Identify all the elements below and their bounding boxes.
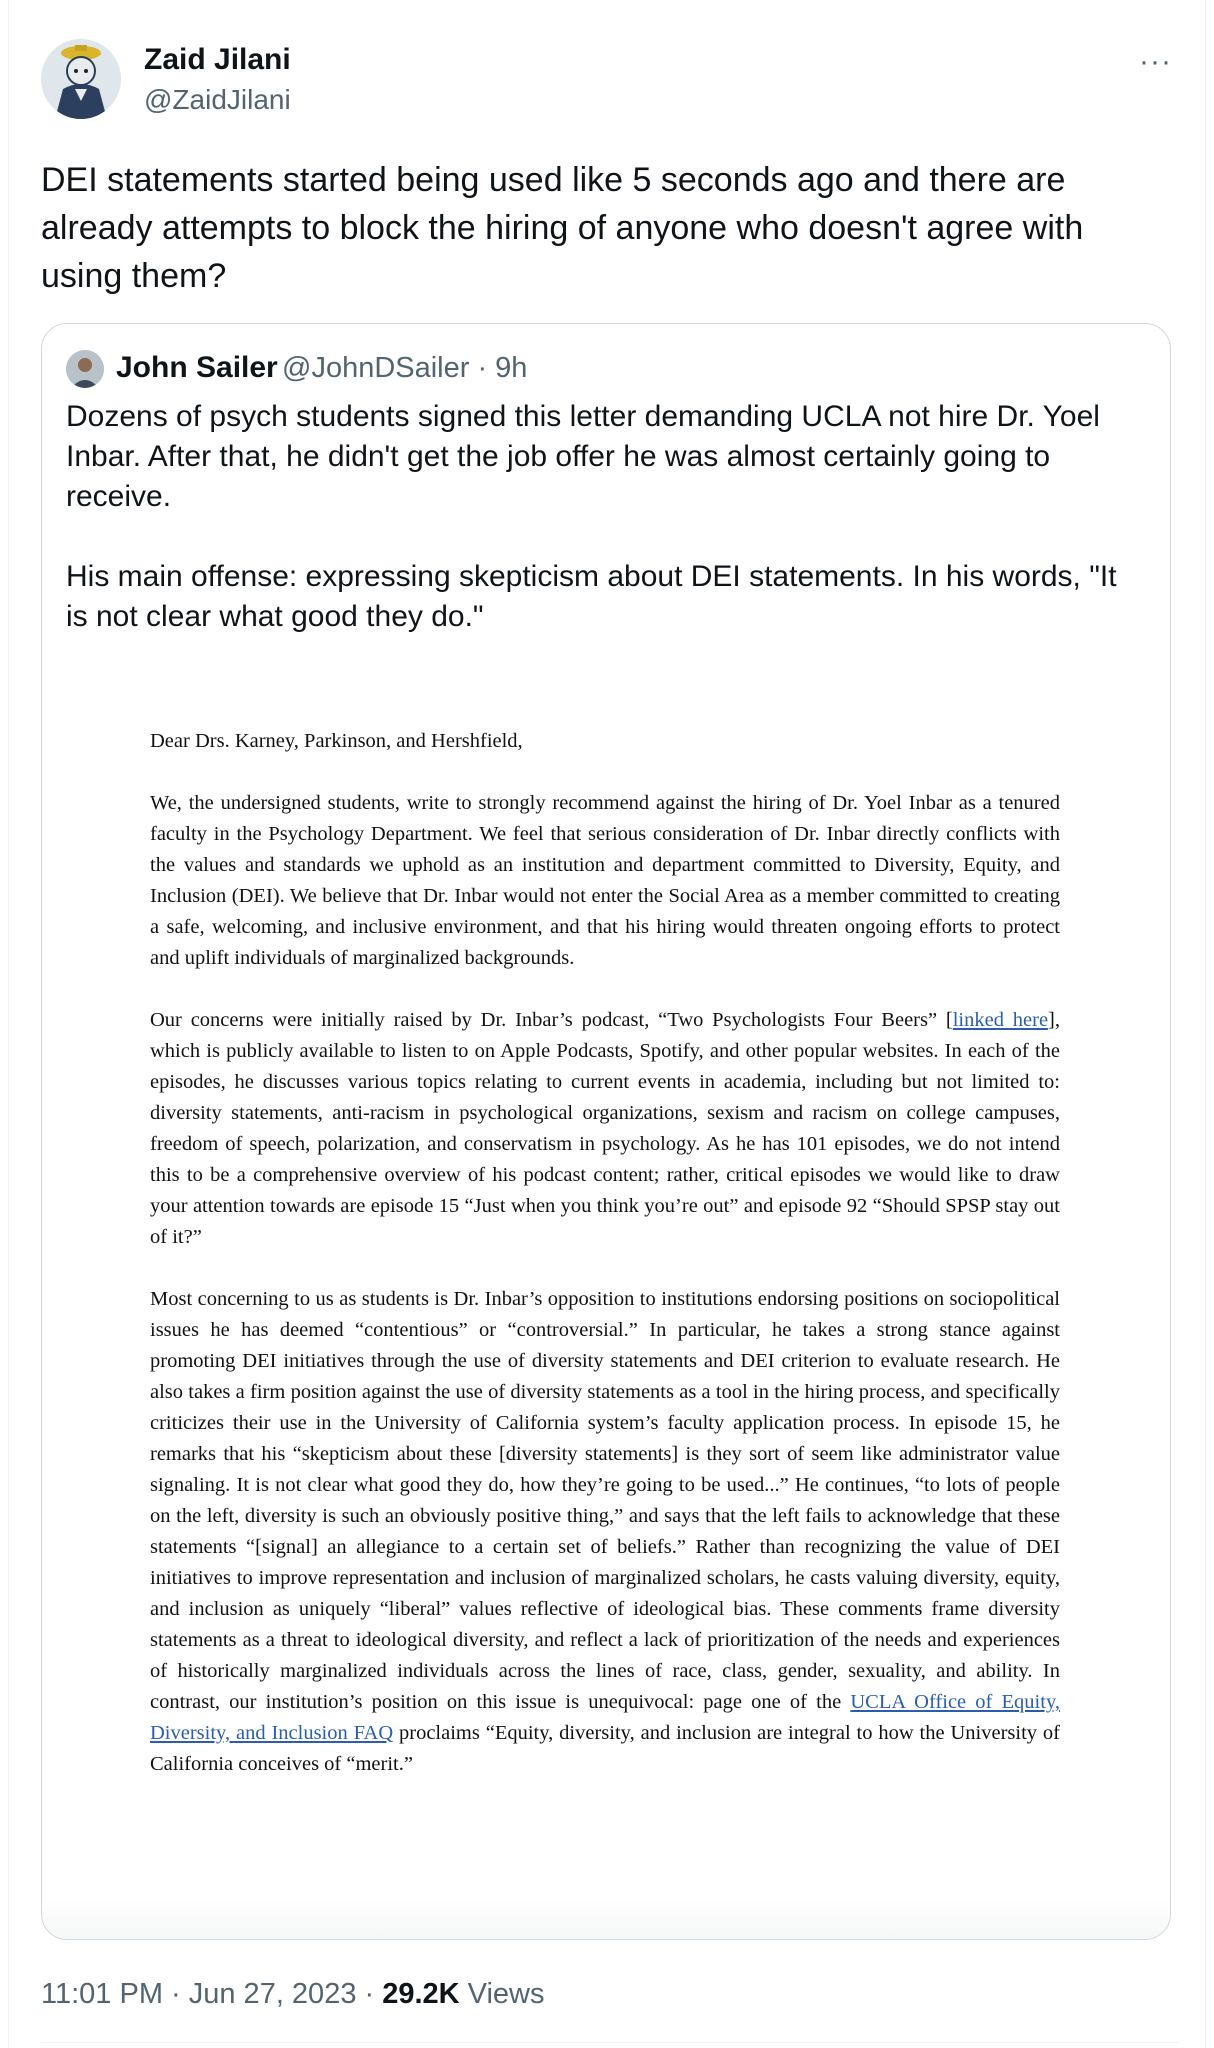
letter-paragraph-1: We, the undersigned students, write to strongly recommend against the hiring of Dr. Yoel Inbar as a tenured faculty in the Psychology Department. We feel that serious consideration of Dr. Inbar directly conflicts with the values and standards we uphold as an institution and department committed to Diversity, Equity, and Inclusion (DEI). We believe that Dr. Inbar would not enter the Social Area as a member committed to creating a safe, welcoming, and inclusive environment, and that his hiring would threaten ongoing efforts to protect and uplift individuals of marginalized backgrounds. bbox=[150, 792, 1060, 969]
timestamp[interactable]: 11:01 PM · Jun 27, 2023 · bbox=[41, 1978, 383, 2010]
quoted-tweet-text bbox=[66, 397, 1146, 677]
views-count: 29.2K bbox=[382, 1978, 460, 2010]
letter-paragraph-3 bbox=[150, 1284, 1060, 1780]
letter-image[interactable] bbox=[150, 726, 1060, 1811]
letter-paragraph-3-before: Most concerning to us as students is Dr. Inbar’s opposition to institutions endorsing positions on sociopolitical issues he has deemed “contentious” or “controversial.” In particular, he takes a strong stance against promoting DEI initiatives through the use of diversity statements and DEI criterion to evaluate research. He also takes a firm position against the use of diversity statements as a tool in the hiring process, and specifically criticizes their use in the University of California system’s faculty application process. In episode 15, he remarks that his “skepticism about these [diversity statements] is they sort of seem like administrator value signaling. It is not clear what good they do, how they’re going to be used...” He continues, “to lots of people on the left, diversity is such an obviously positive thing,” and says that the left fails to acknowledge that these statements “[signal] an allegiance to a certain set of beliefs.” Rather than recognizing the value of DEI initiatives to improve representation and inclusion of marginalized scholars, he casts valuing diversity, equity, and inclusion as uniquely “liberal” values reflective of ideological bias. These comments frame diversity statements as a threat to ideological diversity, and reflect a lack of prioritization of the needs and experiences of historically marginalized individuals across the lines of race, class, gender, sexuality, and ability. In contrast, our institution’s position on this issue is unequivocal: page one of the bbox=[150, 1288, 1060, 1713]
quoted-author-name[interactable]: John Sailer bbox=[116, 351, 278, 384]
views-label: Views bbox=[459, 1978, 545, 2010]
letter-paragraph-2-before: Our concerns were initially raised by Dr. Inbar’s podcast, “Two Psychologists Four Beers” [ bbox=[150, 1009, 953, 1031]
avatar-icon bbox=[41, 39, 121, 119]
podcast-link[interactable]: linked here bbox=[952, 1009, 1049, 1031]
letter-paragraph-2-after: ], which is publicly available to listen to on Apple Podcasts, Spotify, and other popular websites. In each of the episodes, he discusses various topics relating to current events in academia, including but not limited to: diversity statements, anti-racism in psychological organizations, sexism and racism on college campuses, freedom of speech, polarization, and conservatism in psychology. As he has 101 episodes, we do not intend this to be a comprehensive overview of his podcast content; rather, critical episodes we would like to draw your attention towards are episode 15 “Just when you think you’re out” and episode 92 “Should SPSP stay out of it?” bbox=[150, 1009, 1060, 1248]
quoted-paragraph-1: Dozens of psych students signed this letter demanding UCLA not hire Dr. Yoel Inbar. After that, he didn't get the job offer he was almost certainly going to receive. bbox=[66, 400, 1100, 513]
divider bbox=[41, 2042, 1181, 2043]
left-column-border bbox=[8, 0, 9, 2048]
tweet-text: DEI statements started being used like 5 seconds ago and there are already attempts to block the hiring of anyone who doesn't agree with using them? bbox=[41, 161, 1093, 295]
letter-paragraph-2 bbox=[150, 1005, 1060, 1253]
more-options-icon[interactable]: ··· bbox=[1139, 45, 1172, 78]
quote-bottom-fade bbox=[42, 1899, 1170, 1939]
quoted-author-handle-time[interactable]: @JohnDSailer · 9h bbox=[282, 352, 528, 384]
quoted-avatar[interactable] bbox=[66, 350, 104, 388]
quoted-paragraph-2: His main offense: expressing skepticism about DEI statements. In his words, "It is not clear what good they do." bbox=[66, 560, 1117, 633]
author-handle[interactable]: @ZaidJilani bbox=[144, 84, 291, 115]
quoted-avatar-icon bbox=[66, 350, 104, 388]
tweet-header bbox=[41, 39, 1181, 121]
quoted-tweet[interactable] bbox=[41, 323, 1171, 1940]
tweet-meta bbox=[41, 1978, 545, 2011]
letter-greeting: Dear Drs. Karney, Parkinson, and Hershfield, bbox=[150, 730, 523, 752]
ucla-faq-link[interactable]: UCLA Office of Equity, Diversity, and Inclusion FAQ bbox=[150, 1691, 1060, 1744]
avatar[interactable] bbox=[41, 39, 121, 119]
author-name[interactable]: Zaid Jilani bbox=[144, 43, 291, 76]
letter-paragraph-3-after: proclaims “Equity, diversity, and inclusion are integral to how the University of California conceives of “merit.” bbox=[150, 1722, 1060, 1775]
right-column-border bbox=[1205, 0, 1206, 2048]
